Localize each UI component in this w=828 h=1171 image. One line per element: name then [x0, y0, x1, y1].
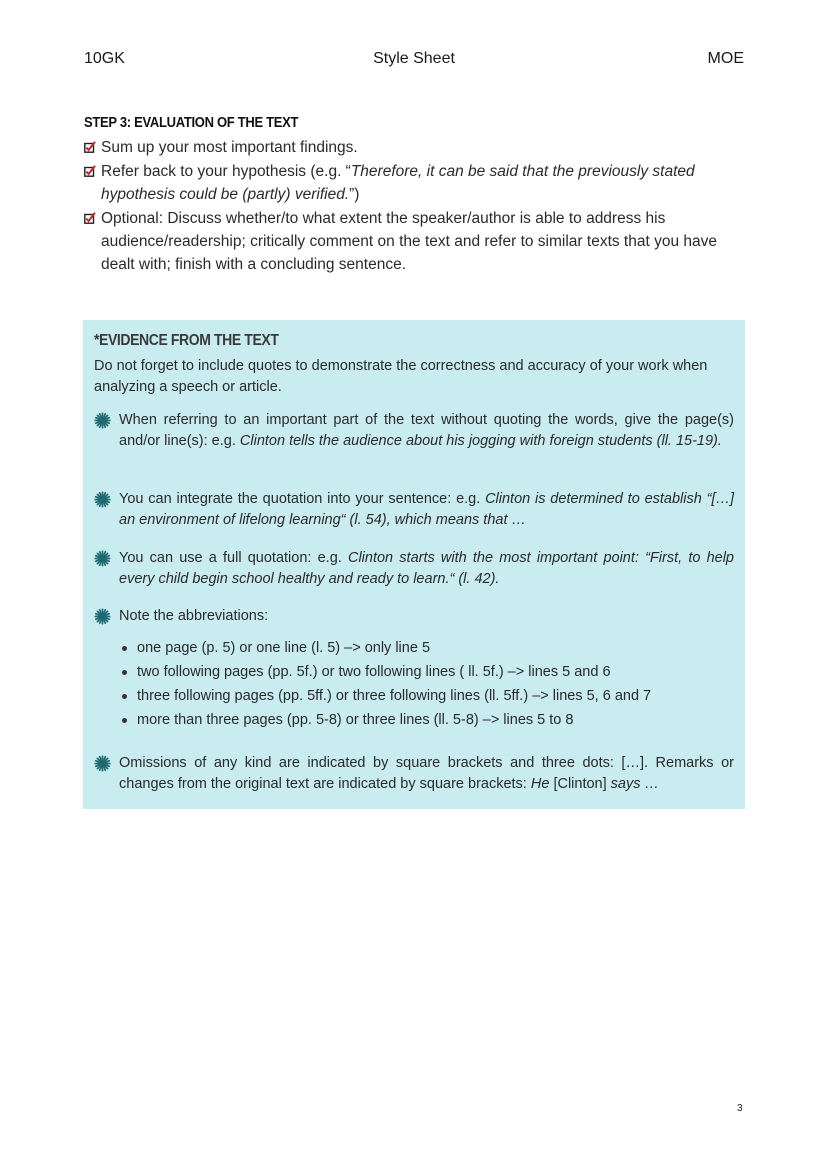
evidence-item: [94, 606, 734, 627]
asterisk-star-icon: [94, 755, 111, 772]
asterisk-star-icon: [94, 412, 111, 429]
evidence-item-example: Clinton tells the audience about his jogging with foreign students (ll. 15-19).: [239, 433, 722, 449]
checklist-item: [84, 207, 734, 276]
abbreviation-item: more than three pages (pp. 5-8) or three lines (ll. 5-8) –> lines 5 to 8: [120, 708, 720, 732]
step3-checklist: [84, 136, 734, 277]
evidence-item-example: He: [530, 776, 550, 792]
evidence-item-text: Note the abbreviations:: [119, 608, 269, 624]
page-number: 3: [737, 1103, 743, 1114]
abbreviation-list: [120, 636, 720, 732]
evidence-item-text: When referring to an important part of the text without quoting the words, give the page(s) and/or line(s): e.g.: [119, 412, 734, 449]
checklist-item-text-start: Refer back to your hypothesis (e.g. “: [101, 163, 351, 180]
header-course: 10GK: [84, 50, 125, 67]
evidence-item: [94, 410, 734, 452]
abbreviation-item: one page (p. 5) or one line (l. 5) –> only line 5: [120, 636, 720, 660]
evidence-item-example: Clinton starts with the most important point: “First, to help every child begin school healthy and ready to learn.“ (l. 42).: [119, 550, 735, 587]
page-header: [84, 50, 744, 72]
evidence-item-text: Omissions of any kind are indicated by square brackets and three dots: […]. Remarks or changes from the original text are indicated by square brackets:: [119, 755, 734, 792]
checklist-item-example-quote: Therefore, it can be said that the previously stated hypothesis could be (partly) verified.: [101, 163, 695, 203]
abbreviation-item: three following pages (pp. 5ff.) or three following lines (ll. 5ff.) –> lines 5, 6 and 7: [120, 684, 720, 708]
evidence-item-text: You can use a full quotation: e.g.: [119, 550, 348, 566]
checklist-item-text-end: ”): [349, 186, 360, 203]
checklist-item-text: Optional: Discuss whether/to what extent the speaker/author is able to address his audience/readership; critically comment on the text and refer to similar texts that you have dealt with; finish with a concluding sentence.: [101, 210, 717, 273]
evidence-item-example-end: says …: [610, 776, 660, 792]
evidence-box: [83, 320, 745, 809]
abbreviation-item: two following pages (pp. 5f.) or two following lines ( ll. 5f.) –> lines 5 and 6: [120, 660, 720, 684]
header-title: Style Sheet: [373, 50, 455, 67]
checklist-item-text: Sum up your most important findings.: [101, 139, 358, 156]
checkbox-checked-icon: [84, 141, 96, 153]
asterisk-star-icon: [94, 550, 111, 567]
evidence-item: [94, 489, 734, 531]
evidence-item-example: Clinton is determined to establish “[…] an environment of lifelong learning“ (l. 54), which means that …: [119, 491, 735, 528]
evidence-item: [94, 548, 734, 590]
evidence-item-bracket: [Clinton]: [549, 776, 611, 792]
evidence-intro: Do not forget to include quotes to demonstrate the correctness and accuracy of your work when analyzing a speech or article.: [94, 358, 708, 395]
step3-heading: STEP 3: EVALUATION OF THE TEXT: [84, 113, 299, 131]
header-author: MOE: [707, 50, 744, 67]
evidence-title: *EVIDENCE FROM THE TEXT: [94, 330, 279, 349]
asterisk-star-icon: [94, 491, 111, 508]
checkbox-checked-icon: [84, 165, 96, 177]
checklist-item: [84, 136, 734, 159]
evidence-item-text: You can integrate the quotation into your sentence: e.g.: [119, 491, 486, 507]
evidence-item: [94, 753, 734, 795]
asterisk-star-icon: [94, 608, 111, 625]
checklist-item: [84, 160, 734, 206]
checkbox-checked-icon: [84, 212, 96, 224]
